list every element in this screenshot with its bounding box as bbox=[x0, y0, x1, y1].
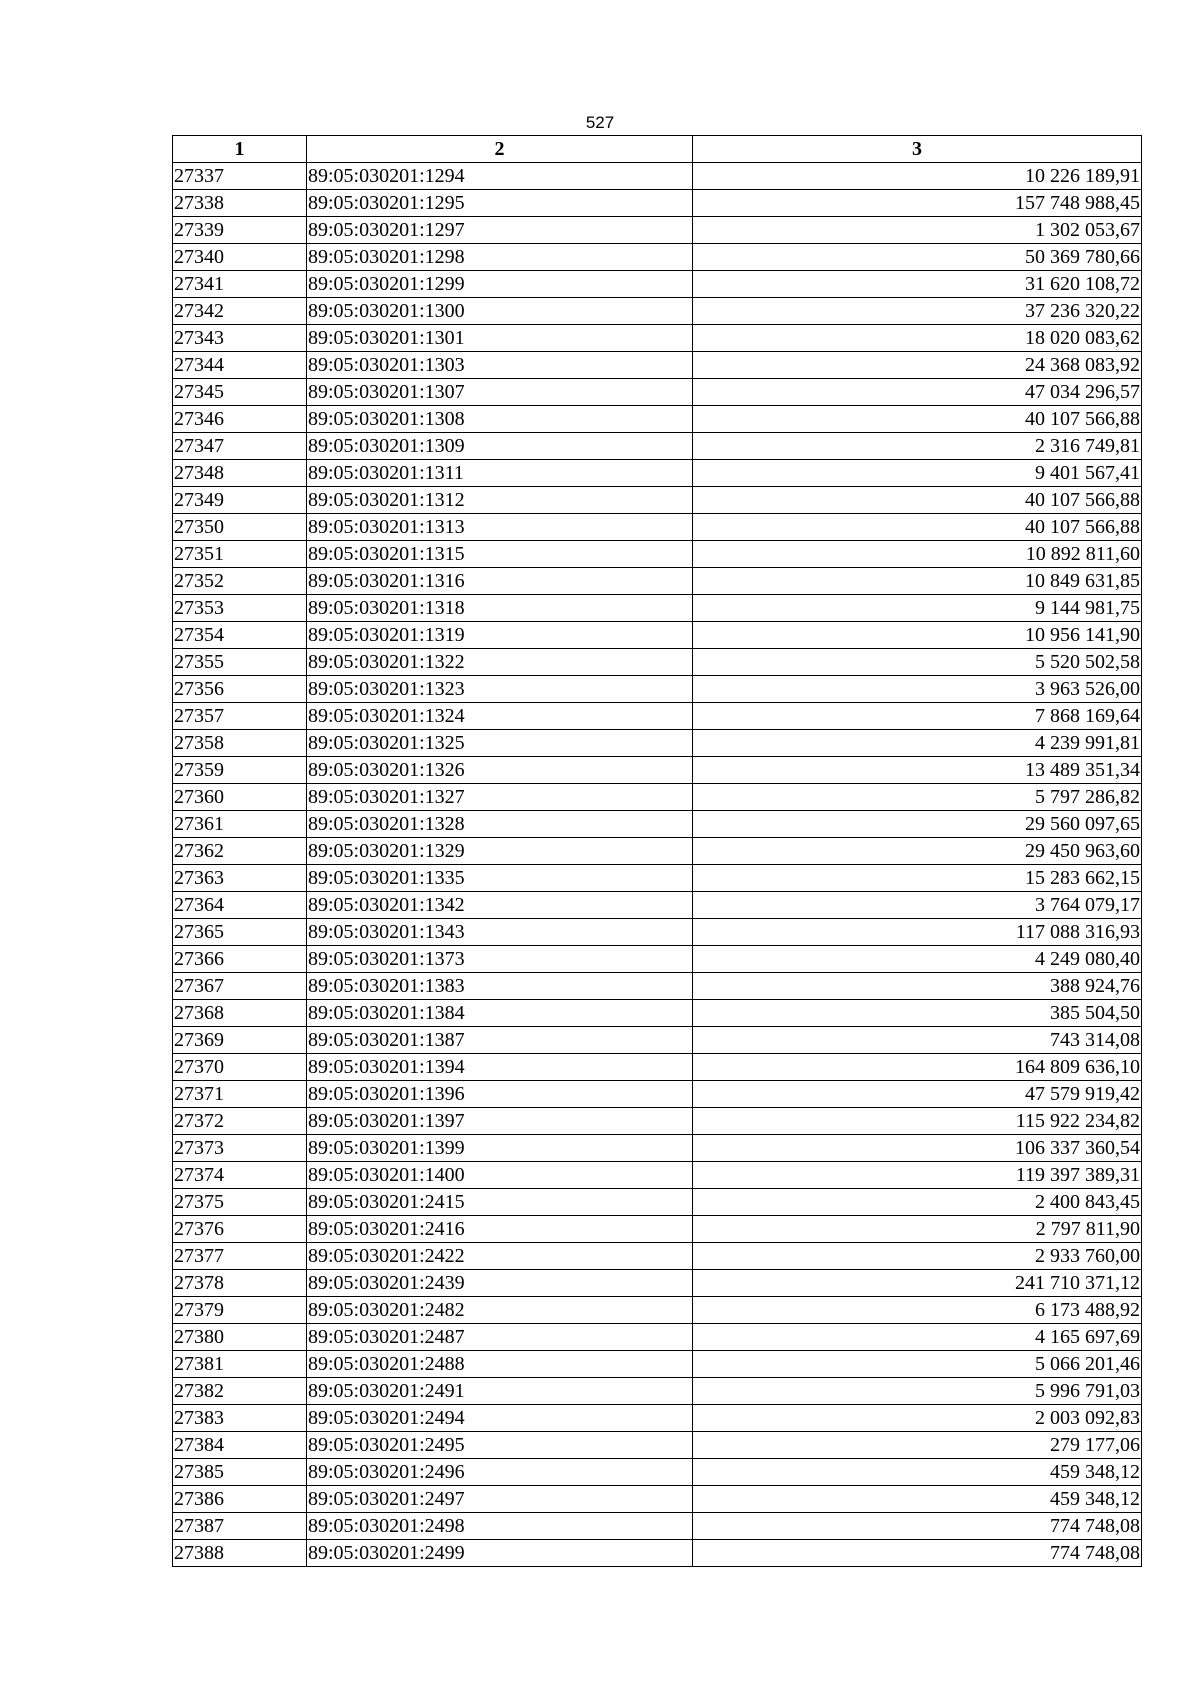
cadastral-value-cell: 7 868 169,64 bbox=[693, 703, 1142, 730]
table-row bbox=[173, 190, 1142, 217]
row-number-cell: 27355 bbox=[173, 649, 307, 676]
cadastral-value-cell: 3 764 079,17 bbox=[693, 892, 1142, 919]
row-number-cell: 27369 bbox=[173, 1027, 307, 1054]
row-number-cell: 27349 bbox=[173, 487, 307, 514]
cadastral-number-cell: 89:05:030201:1335 bbox=[307, 865, 693, 892]
cadastral-number-cell: 89:05:030201:1373 bbox=[307, 946, 693, 973]
table-row bbox=[173, 730, 1142, 757]
cadastral-number-cell: 89:05:030201:2499 bbox=[307, 1540, 693, 1567]
row-number-cell: 27378 bbox=[173, 1270, 307, 1297]
cadastral-value-cell: 117 088 316,93 bbox=[693, 919, 1142, 946]
cadastral-number-cell: 89:05:030201:1319 bbox=[307, 622, 693, 649]
table-row bbox=[173, 1000, 1142, 1027]
table-row bbox=[173, 406, 1142, 433]
cadastral-number-cell: 89:05:030201:1315 bbox=[307, 541, 693, 568]
row-number-cell: 27344 bbox=[173, 352, 307, 379]
cadastral-value-cell: 50 369 780,66 bbox=[693, 244, 1142, 271]
table-row bbox=[173, 352, 1142, 379]
cadastral-value-cell: 388 924,76 bbox=[693, 973, 1142, 1000]
cadastral-value-cell: 40 107 566,88 bbox=[693, 406, 1142, 433]
cadastral-value-cell: 18 020 083,62 bbox=[693, 325, 1142, 352]
table-row bbox=[173, 1189, 1142, 1216]
row-number-cell: 27340 bbox=[173, 244, 307, 271]
row-number-cell: 27363 bbox=[173, 865, 307, 892]
table-header bbox=[173, 136, 1142, 163]
cadastral-number-cell: 89:05:030201:1329 bbox=[307, 838, 693, 865]
table-row bbox=[173, 541, 1142, 568]
table-row bbox=[173, 892, 1142, 919]
cadastral-value-cell: 279 177,06 bbox=[693, 1432, 1142, 1459]
cadastral-number-cell: 89:05:030201:1322 bbox=[307, 649, 693, 676]
cadastral-value-cell: 106 337 360,54 bbox=[693, 1135, 1142, 1162]
row-number-cell: 27356 bbox=[173, 676, 307, 703]
row-number-cell: 27375 bbox=[173, 1189, 307, 1216]
row-number-cell: 27387 bbox=[173, 1513, 307, 1540]
row-number-cell: 27380 bbox=[173, 1324, 307, 1351]
table-row bbox=[173, 1081, 1142, 1108]
table-row bbox=[173, 163, 1142, 190]
table-row bbox=[173, 1243, 1142, 1270]
table-row bbox=[173, 379, 1142, 406]
cadastral-value-cell: 24 368 083,92 bbox=[693, 352, 1142, 379]
row-number-cell: 27354 bbox=[173, 622, 307, 649]
cadastral-number-cell: 89:05:030201:2416 bbox=[307, 1216, 693, 1243]
cadastral-number-cell: 89:05:030201:1396 bbox=[307, 1081, 693, 1108]
cadastral-value-cell: 31 620 108,72 bbox=[693, 271, 1142, 298]
table-row bbox=[173, 1486, 1142, 1513]
cadastral-number-cell: 89:05:030201:1316 bbox=[307, 568, 693, 595]
cadastral-number-cell: 89:05:030201:1307 bbox=[307, 379, 693, 406]
table-row bbox=[173, 460, 1142, 487]
table-row bbox=[173, 1162, 1142, 1189]
row-number-cell: 27371 bbox=[173, 1081, 307, 1108]
row-number-cell: 27352 bbox=[173, 568, 307, 595]
cadastral-value-cell: 6 173 488,92 bbox=[693, 1297, 1142, 1324]
cadastral-number-cell: 89:05:030201:1299 bbox=[307, 271, 693, 298]
cadastral-value-cell: 2 316 749,81 bbox=[693, 433, 1142, 460]
cadastral-value-cell: 241 710 371,12 bbox=[693, 1270, 1142, 1297]
cadastral-value-cell: 10 956 141,90 bbox=[693, 622, 1142, 649]
cadastral-number-cell: 89:05:030201:1298 bbox=[307, 244, 693, 271]
cadastral-value-cell: 47 579 919,42 bbox=[693, 1081, 1142, 1108]
cadastral-number-cell: 89:05:030201:1323 bbox=[307, 676, 693, 703]
cadastral-value-cell: 4 239 991,81 bbox=[693, 730, 1142, 757]
cadastral-value-cell: 2 933 760,00 bbox=[693, 1243, 1142, 1270]
cadastral-value-cell: 2 797 811,90 bbox=[693, 1216, 1142, 1243]
header-row bbox=[173, 136, 1142, 163]
table-row bbox=[173, 946, 1142, 973]
row-number-cell: 27364 bbox=[173, 892, 307, 919]
cadastral-value-cell: 157 748 988,45 bbox=[693, 190, 1142, 217]
cadastral-value-cell: 774 748,08 bbox=[693, 1540, 1142, 1567]
cadastral-value-cell: 1 302 053,67 bbox=[693, 217, 1142, 244]
row-number-cell: 27386 bbox=[173, 1486, 307, 1513]
row-number-cell: 27388 bbox=[173, 1540, 307, 1567]
cadastral-number-cell: 89:05:030201:1324 bbox=[307, 703, 693, 730]
cadastral-number-cell: 89:05:030201:1312 bbox=[307, 487, 693, 514]
cadastral-value-cell: 4 165 697,69 bbox=[693, 1324, 1142, 1351]
cadastral-value-cell: 9 144 981,75 bbox=[693, 595, 1142, 622]
cadastral-value-cell: 29 560 097,65 bbox=[693, 811, 1142, 838]
cadastral-number-cell: 89:05:030201:2497 bbox=[307, 1486, 693, 1513]
cadastral-number-cell: 89:05:030201:2422 bbox=[307, 1243, 693, 1270]
row-number-cell: 27339 bbox=[173, 217, 307, 244]
cadastral-number-cell: 89:05:030201:1400 bbox=[307, 1162, 693, 1189]
row-number-cell: 27345 bbox=[173, 379, 307, 406]
cadastral-number-cell: 89:05:030201:1300 bbox=[307, 298, 693, 325]
row-number-cell: 27383 bbox=[173, 1405, 307, 1432]
table-row bbox=[173, 1351, 1142, 1378]
cadastral-value-cell: 119 397 389,31 bbox=[693, 1162, 1142, 1189]
cadastral-value-cell: 5 520 502,58 bbox=[693, 649, 1142, 676]
table-row bbox=[173, 703, 1142, 730]
table-row bbox=[173, 1054, 1142, 1081]
table-row bbox=[173, 217, 1142, 244]
cadastral-number-cell: 89:05:030201:2494 bbox=[307, 1405, 693, 1432]
table-row bbox=[173, 1459, 1142, 1486]
cadastral-value-cell: 5 066 201,46 bbox=[693, 1351, 1142, 1378]
cadastral-value-cell: 743 314,08 bbox=[693, 1027, 1142, 1054]
cadastral-value-cell: 459 348,12 bbox=[693, 1486, 1142, 1513]
table-row bbox=[173, 649, 1142, 676]
cadastral-number-cell: 89:05:030201:1343 bbox=[307, 919, 693, 946]
cadastral-value-cell: 40 107 566,88 bbox=[693, 487, 1142, 514]
cadastral-number-cell: 89:05:030201:2482 bbox=[307, 1297, 693, 1324]
cadastral-number-cell: 89:05:030201:1326 bbox=[307, 757, 693, 784]
cadastral-value-cell: 10 892 811,60 bbox=[693, 541, 1142, 568]
cadastral-value-cell: 2 003 092,83 bbox=[693, 1405, 1142, 1432]
cadastral-value-cell: 40 107 566,88 bbox=[693, 514, 1142, 541]
cadastral-number-cell: 89:05:030201:1325 bbox=[307, 730, 693, 757]
row-number-cell: 27353 bbox=[173, 595, 307, 622]
cadastral-number-cell: 89:05:030201:1294 bbox=[307, 163, 693, 190]
table-row bbox=[173, 973, 1142, 1000]
table-row bbox=[173, 622, 1142, 649]
cadastral-value-cell: 5 996 791,03 bbox=[693, 1378, 1142, 1405]
cadastral-value-cell: 37 236 320,22 bbox=[693, 298, 1142, 325]
cadastral-number-cell: 89:05:030201:1394 bbox=[307, 1054, 693, 1081]
cadastral-value-cell: 115 922 234,82 bbox=[693, 1108, 1142, 1135]
cadastral-number-cell: 89:05:030201:1308 bbox=[307, 406, 693, 433]
cadastral-number-cell: 89:05:030201:2487 bbox=[307, 1324, 693, 1351]
cadastral-number-cell: 89:05:030201:1295 bbox=[307, 190, 693, 217]
row-number-cell: 27368 bbox=[173, 1000, 307, 1027]
table-body bbox=[173, 163, 1142, 1567]
cadastral-number-cell: 89:05:030201:1399 bbox=[307, 1135, 693, 1162]
cadastral-number-cell: 89:05:030201:1297 bbox=[307, 217, 693, 244]
row-number-cell: 27370 bbox=[173, 1054, 307, 1081]
cadastral-number-cell: 89:05:030201:1327 bbox=[307, 784, 693, 811]
table-row bbox=[173, 433, 1142, 460]
row-number-cell: 27358 bbox=[173, 730, 307, 757]
table-row bbox=[173, 487, 1142, 514]
table-row bbox=[173, 811, 1142, 838]
cadastral-value-cell: 164 809 636,10 bbox=[693, 1054, 1142, 1081]
cadastral-number-cell: 89:05:030201:2491 bbox=[307, 1378, 693, 1405]
cadastral-number-cell: 89:05:030201:1311 bbox=[307, 460, 693, 487]
cadastral-number-cell: 89:05:030201:1318 bbox=[307, 595, 693, 622]
cadastral-value-cell: 459 348,12 bbox=[693, 1459, 1142, 1486]
table-row bbox=[173, 1378, 1142, 1405]
table-row bbox=[173, 919, 1142, 946]
row-number-cell: 27381 bbox=[173, 1351, 307, 1378]
column-header-1: 1 bbox=[173, 136, 307, 163]
cadastral-number-cell: 89:05:030201:2495 bbox=[307, 1432, 693, 1459]
cadastral-value-cell: 29 450 963,60 bbox=[693, 838, 1142, 865]
row-number-cell: 27376 bbox=[173, 1216, 307, 1243]
row-number-cell: 27379 bbox=[173, 1297, 307, 1324]
column-header-2: 2 bbox=[307, 136, 693, 163]
cadastral-value-cell: 385 504,50 bbox=[693, 1000, 1142, 1027]
table-row bbox=[173, 271, 1142, 298]
row-number-cell: 27365 bbox=[173, 919, 307, 946]
cadastral-number-cell: 89:05:030201:1313 bbox=[307, 514, 693, 541]
cadastral-number-cell: 89:05:030201:2488 bbox=[307, 1351, 693, 1378]
cadastral-number-cell: 89:05:030201:2498 bbox=[307, 1513, 693, 1540]
row-number-cell: 27382 bbox=[173, 1378, 307, 1405]
cadastral-value-cell: 13 489 351,34 bbox=[693, 757, 1142, 784]
cadastral-value-cell: 5 797 286,82 bbox=[693, 784, 1142, 811]
cadastral-number-cell: 89:05:030201:1387 bbox=[307, 1027, 693, 1054]
cadastral-number-cell: 89:05:030201:1328 bbox=[307, 811, 693, 838]
table-row bbox=[173, 244, 1142, 271]
row-number-cell: 27377 bbox=[173, 1243, 307, 1270]
table-row bbox=[173, 595, 1142, 622]
table-row bbox=[173, 325, 1142, 352]
table-row bbox=[173, 1432, 1142, 1459]
cadastral-number-cell: 89:05:030201:2439 bbox=[307, 1270, 693, 1297]
table-row bbox=[173, 838, 1142, 865]
column-header-3: 3 bbox=[693, 136, 1142, 163]
row-number-cell: 27372 bbox=[173, 1108, 307, 1135]
cadastral-value-cell: 10 226 189,91 bbox=[693, 163, 1142, 190]
row-number-cell: 27366 bbox=[173, 946, 307, 973]
table-row bbox=[173, 1135, 1142, 1162]
cadastral-number-cell: 89:05:030201:1303 bbox=[307, 352, 693, 379]
cadastral-value-cell: 4 249 080,40 bbox=[693, 946, 1142, 973]
cadastral-value-cell: 3 963 526,00 bbox=[693, 676, 1142, 703]
table-row bbox=[173, 1405, 1142, 1432]
table-row bbox=[173, 676, 1142, 703]
row-number-cell: 27361 bbox=[173, 811, 307, 838]
row-number-cell: 27343 bbox=[173, 325, 307, 352]
row-number-cell: 27342 bbox=[173, 298, 307, 325]
cadastral-number-cell: 89:05:030201:1301 bbox=[307, 325, 693, 352]
row-number-cell: 27350 bbox=[173, 514, 307, 541]
row-number-cell: 27337 bbox=[173, 163, 307, 190]
table-row bbox=[173, 1270, 1142, 1297]
row-number-cell: 27357 bbox=[173, 703, 307, 730]
row-number-cell: 27338 bbox=[173, 190, 307, 217]
row-number-cell: 27347 bbox=[173, 433, 307, 460]
cadastral-value-cell: 10 849 631,85 bbox=[693, 568, 1142, 595]
table-row bbox=[173, 784, 1142, 811]
cadastral-number-cell: 89:05:030201:2415 bbox=[307, 1189, 693, 1216]
row-number-cell: 27373 bbox=[173, 1135, 307, 1162]
row-number-cell: 27348 bbox=[173, 460, 307, 487]
table-row bbox=[173, 568, 1142, 595]
table-row bbox=[173, 1297, 1142, 1324]
cadastral-value-cell: 774 748,08 bbox=[693, 1513, 1142, 1540]
table-row bbox=[173, 1108, 1142, 1135]
cadastral-number-cell: 89:05:030201:1384 bbox=[307, 1000, 693, 1027]
cadastral-number-cell: 89:05:030201:1309 bbox=[307, 433, 693, 460]
table-row bbox=[173, 1513, 1142, 1540]
cadastral-value-cell: 2 400 843,45 bbox=[693, 1189, 1142, 1216]
row-number-cell: 27374 bbox=[173, 1162, 307, 1189]
table-row bbox=[173, 1540, 1142, 1567]
page-number: 527 bbox=[585, 113, 615, 132]
cadastral-number-cell: 89:05:030201:1383 bbox=[307, 973, 693, 1000]
row-number-cell: 27341 bbox=[173, 271, 307, 298]
row-number-cell: 27384 bbox=[173, 1432, 307, 1459]
row-number-cell: 27359 bbox=[173, 757, 307, 784]
table-row bbox=[173, 1216, 1142, 1243]
table-row bbox=[173, 298, 1142, 325]
table-row bbox=[173, 757, 1142, 784]
row-number-cell: 27362 bbox=[173, 838, 307, 865]
cadastral-number-cell: 89:05:030201:2496 bbox=[307, 1459, 693, 1486]
table-row bbox=[173, 1324, 1142, 1351]
cadastral-value-cell: 15 283 662,15 bbox=[693, 865, 1142, 892]
cadastral-number-cell: 89:05:030201:1342 bbox=[307, 892, 693, 919]
row-number-cell: 27351 bbox=[173, 541, 307, 568]
cadastral-number-cell: 89:05:030201:1397 bbox=[307, 1108, 693, 1135]
row-number-cell: 27346 bbox=[173, 406, 307, 433]
cadastral-value-cell: 47 034 296,57 bbox=[693, 379, 1142, 406]
table-row bbox=[173, 514, 1142, 541]
cadastral-value-table bbox=[172, 135, 1142, 1567]
cadastral-value-cell: 9 401 567,41 bbox=[693, 460, 1142, 487]
table-row bbox=[173, 865, 1142, 892]
row-number-cell: 27360 bbox=[173, 784, 307, 811]
row-number-cell: 27367 bbox=[173, 973, 307, 1000]
row-number-cell: 27385 bbox=[173, 1459, 307, 1486]
table-row bbox=[173, 1027, 1142, 1054]
